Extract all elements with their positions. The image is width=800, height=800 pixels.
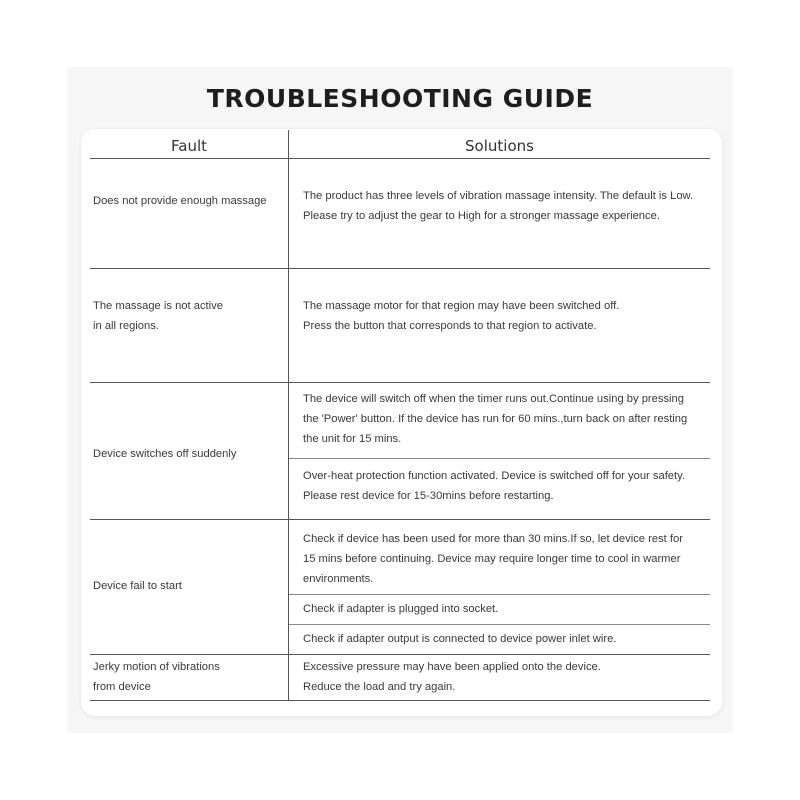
row-separator bbox=[90, 519, 710, 520]
row-separator bbox=[90, 382, 710, 383]
solution-cell: The massage motor for that region may have been switched off. Press the button that corresponds to that region to activate. bbox=[303, 300, 620, 332]
header-separator bbox=[90, 158, 710, 159]
header-solutions: Solutions bbox=[465, 137, 534, 155]
solution-cell: The product has three levels of vibration massage intensity. The default is Low. Please try to adjust the gear to High for a stronger massage experience. bbox=[303, 190, 694, 222]
fault-cell: Does not provide enough massage bbox=[93, 195, 267, 207]
fault-cell: The massage is not active in all regions. bbox=[93, 300, 223, 332]
solution-cell: Check if adapter is plugged into socket. bbox=[303, 603, 499, 615]
fault-cell: Device switches off suddenly bbox=[93, 448, 237, 460]
solution-cell: Over-heat protection function activated. Device is switched off for your safety. Please rest device for 15-30mins before restarting. bbox=[303, 470, 686, 502]
solution-cell: Check if adapter output is connected to device power inlet wire. bbox=[303, 633, 617, 645]
solution-cell: The device will switch off when the timer runs out.Continue using by pressing the 'Power' button. If the device has run for 60 mins.,turn back on after resting the unit for 15 mins. bbox=[303, 393, 688, 445]
page-title: TROUBLESHOOTING GUIDE bbox=[206, 84, 594, 113]
header-fault: Fault bbox=[171, 137, 207, 155]
fault-cell: Device fail to start bbox=[93, 580, 182, 592]
row-separator bbox=[90, 654, 710, 655]
column-divider bbox=[288, 130, 289, 701]
table-bottom-border bbox=[90, 700, 710, 701]
solution-cell: Check if device has been used for more than 30 mins.If so, let device rest for 15 mins before continuing. Device may require longer time to cool in warmer environments. bbox=[303, 533, 683, 585]
row-separator bbox=[90, 268, 710, 269]
solution-cell: Excessive pressure may have been applied onto the device. Reduce the load and try again. bbox=[303, 661, 601, 693]
sub-row-separator bbox=[289, 458, 710, 459]
sub-row-separator bbox=[289, 624, 710, 625]
sub-row-separator bbox=[289, 594, 710, 595]
fault-cell: Jerky motion of vibrations from device bbox=[93, 661, 220, 693]
